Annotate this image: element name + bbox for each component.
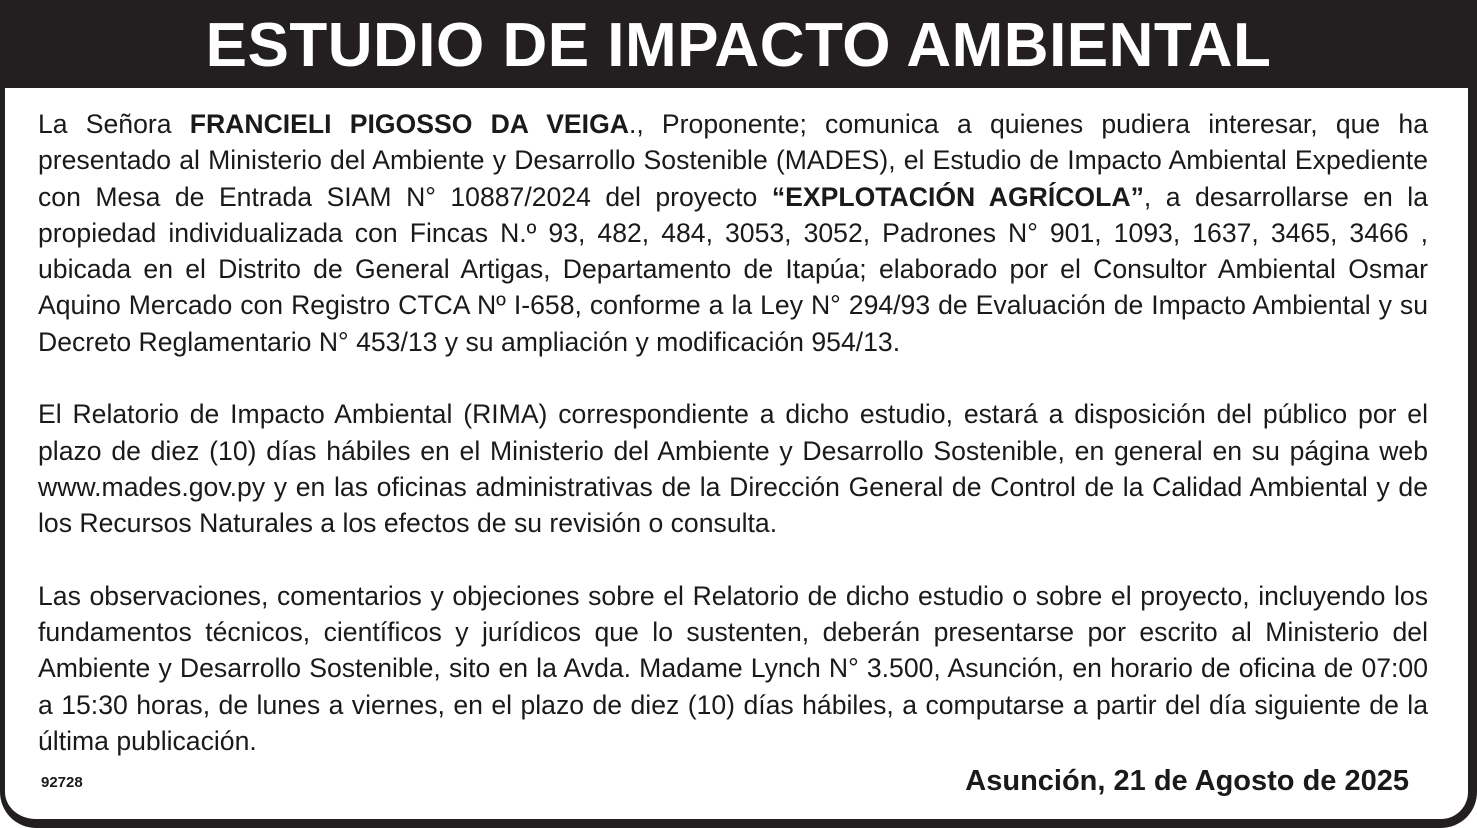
date-line: Asunción, 21 de Agosto de 2025	[965, 765, 1409, 797]
paragraph1-middle: ., Proponente; comunica a quienes pudiera interesar, que ha presentado al Ministerio del Ambiente y Desarrollo Sostenible (MADES), el Estudio de Impacto Ambiental Expediente con Mesa de Entrada SIAM N° 10887/2024 del proyecto	[38, 109, 1428, 212]
title-banner	[0, 0, 1477, 88]
project-name: “EXPLOTACIÓN AGRÍCOLA”	[771, 181, 1144, 212]
paragraph-observations: Las observaciones, comentarios y objeciones sobre el Relatorio de dicho estudio o sobre el proyecto, incluyendo los fundamentos técnicos, científicos y jurídicos que lo sustenten, deberán presentarse por escrito al Ministerio del Ambiente y Desarrollo Sostenible, sito en la Avda. Madame Lynch N° 3.500, Asunción, en horario de oficina de 07:00 a 15:30 horas, de lunes a viernes, en el plazo de diez (10) días hábiles, a computarse a partir del día siguiente de la última publicación.	[38, 580, 1428, 757]
reference-code: 92728	[41, 774, 83, 791]
paragraph1-prefix: La Señora	[38, 109, 190, 139]
notice-body	[38, 106, 1428, 796]
paragraph-proponent	[38, 106, 1428, 360]
paragraph-rima: El Relatorio de Impacto Ambiental (RIMA) correspondiente a dicho estudio, estará a disposición del público por el plazo de diez (10) días hábiles en el Ministerio del Ambiente y Desarrollo Sostenible, en general en su página web www.mades.gov.py y en las oficinas administrativas de la Dirección General de Control de la Calidad Ambiental y de los Recursos Naturales a los efectos de su revisión o consulta.	[38, 399, 1428, 539]
notice-title: ESTUDIO DE IMPACTO AMBIENTAL	[205, 11, 1272, 80]
paragraph1-suffix: , a desarrollarse en la propiedad individualizada con Fincas N.º 93, 482, 484, 3053, 3052, Padrones N° 901, 1093, 1637, 3465, 3466 , ubicada en el Distrito de General Artigas, Departamento de Itapúa; elaborado por el Consultor Ambiental Osmar Aquino Mercado con Registro CTCA Nº I-658, conforme a la Ley N° 294/93 de Evaluación de Impacto Ambiental y su Decreto Reglamentario N° 453/13 y su ampliación y modificación 954/13.	[38, 181, 1428, 357]
proponent-name: FRANCIELI PIGOSSO DA VEIGA	[189, 109, 629, 139]
